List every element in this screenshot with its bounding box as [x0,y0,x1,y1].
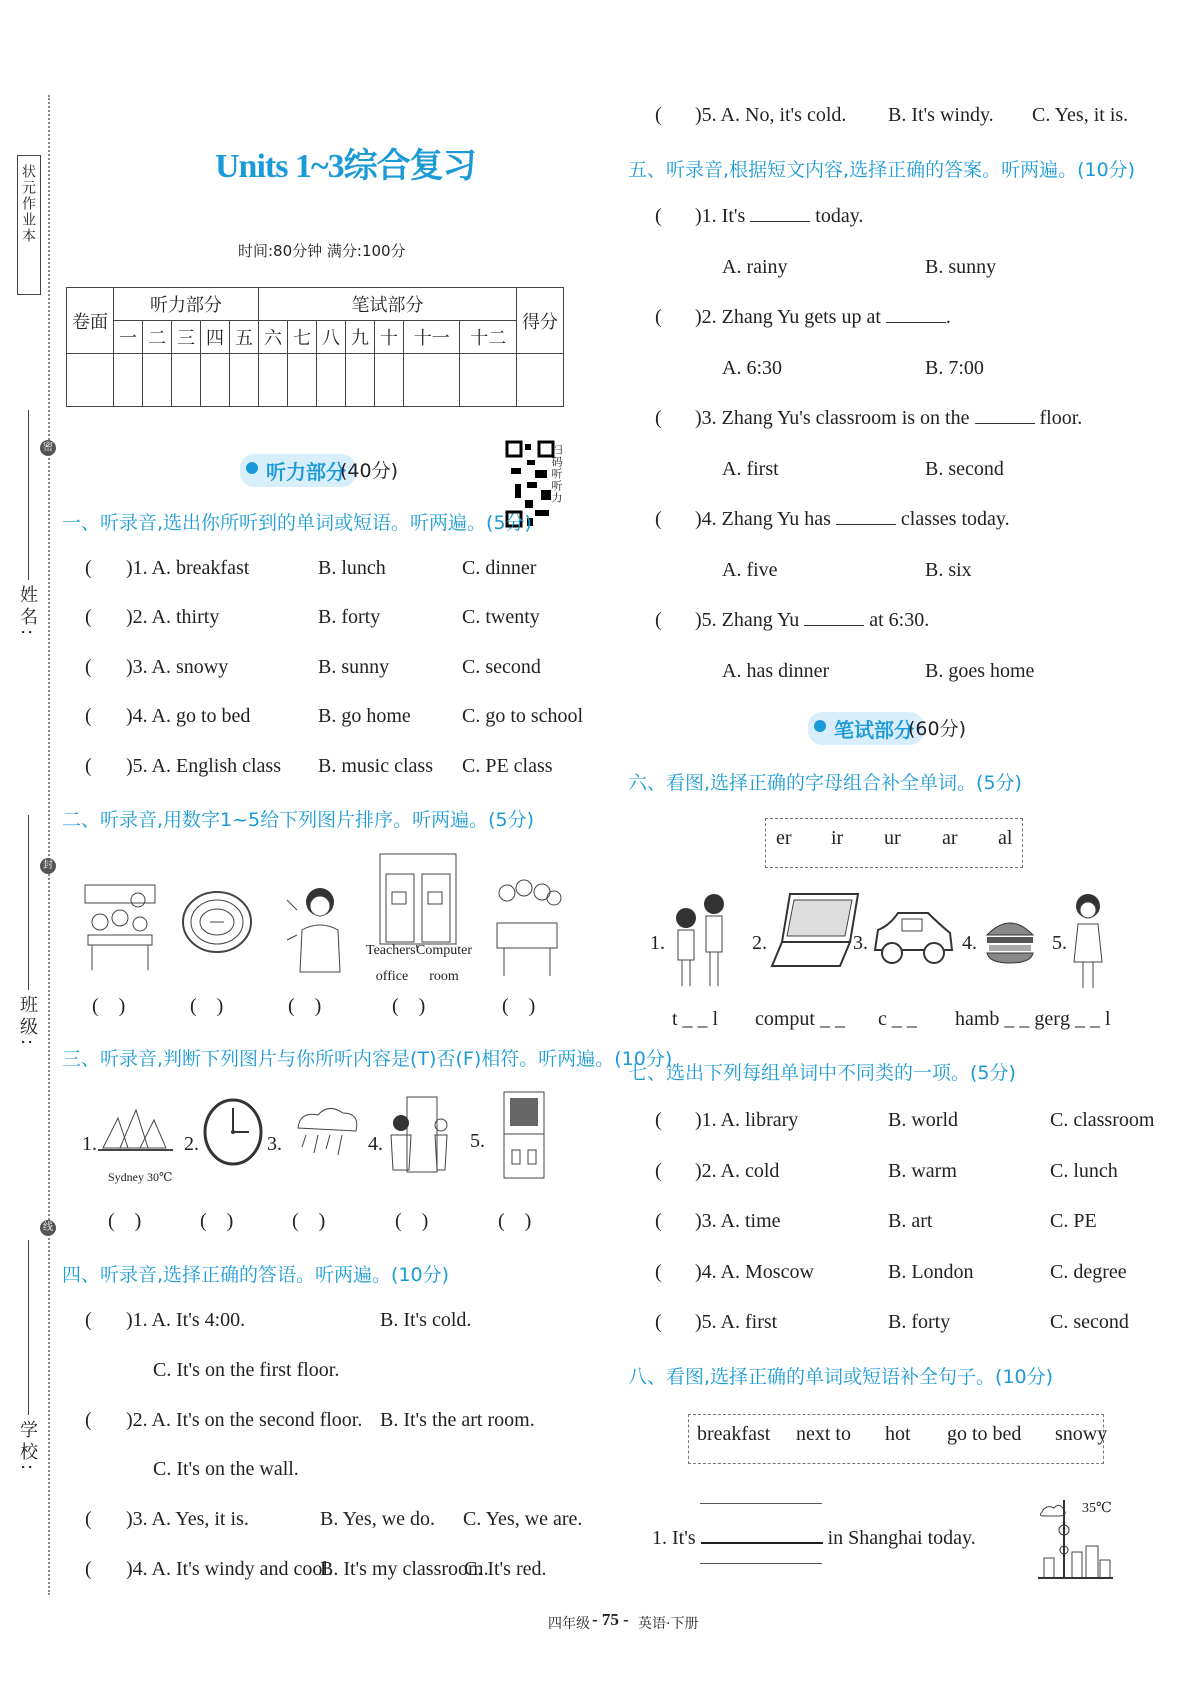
girl-picture [282,880,352,980]
col-num: 十二 [460,321,517,354]
answer-paren[interactable]: ( ) [502,995,536,1017]
item-number: 2. [184,1133,199,1155]
option-b: B. It's the art room. [380,1409,535,1431]
answer-paren[interactable]: ( [85,1508,92,1530]
section-title: 八、看图,选择正确的单词或短语补全句子。(10分) [628,1366,1054,1388]
footer-subject: 英语·下册 [638,1616,699,1632]
section-title: 五、听录音,根据短文内容,选择正确的答案。听两遍。(10分) [628,159,1136,181]
word-option: snowy [1055,1423,1108,1445]
item-number: 3. [853,932,868,954]
option-c: C. Yes, it is. [1032,104,1129,126]
section-title: 七、选出下列每组单词中不同类的一项。(5分) [628,1062,1016,1084]
section-title: 二、听录音,用数字1~5给下列图片排序。听两遍。(5分) [62,809,535,831]
option-a: )4. A. It's windy and cool. [126,1558,333,1580]
leaf-icon [814,720,826,732]
option-a: )5. A. No, it's cold. [695,104,847,126]
answer-paren[interactable]: ( ) [392,995,426,1017]
col-num: 五 [230,321,259,354]
word-box [688,1414,1108,1464]
answer-paren[interactable]: ( [655,1261,662,1283]
score-cell[interactable] [375,354,404,407]
item-number: 2. [752,932,767,954]
item-number: 4. [962,932,977,954]
col-num: 六 [259,321,288,354]
score-cell[interactable] [517,354,564,407]
col-num: 三 [172,321,201,354]
blank[interactable] [975,423,1035,424]
option-b: B. Yes, we do. [320,1508,436,1530]
brand-label: 状元作业本 [20,164,36,244]
answer-paren[interactable]: ( [655,609,662,631]
answer-paren[interactable]: ( ) [92,995,126,1017]
option-c: C. lunch [1050,1160,1118,1182]
answer-paren[interactable]: ( [85,705,92,727]
option-a: A. first [722,458,779,480]
word-option: next to [796,1423,851,1445]
time-info: 时间:80分钟 满分:100分 [238,242,406,260]
option-c: C. dinner [462,557,537,579]
incomplete-word[interactable]: t _ _ l [672,1008,719,1030]
option-a: )1. A. It's 4:00. [126,1309,246,1331]
people-door-picture [385,1095,455,1180]
qr-caption: 扫码听听力 [550,444,563,504]
page-number: - 75 - [592,1610,629,1629]
option-a: A. has dinner [722,660,830,682]
incomplete-word[interactable]: c _ _ [878,1008,917,1030]
answer-paren[interactable]: ( ) [498,1210,532,1232]
two-boys-picture [670,890,730,995]
section-title: 三、听录音,判断下列图片与你所听内容是(T)否(F)相符。听两遍。(10分) [62,1048,673,1070]
option-b: B. go home [318,705,411,727]
item-number: 5. [470,1130,485,1152]
answer-paren[interactable]: ( ) [190,995,224,1017]
option-a: A. 6:30 [722,357,782,379]
col-num: 四 [201,321,230,354]
answer-paren[interactable]: ( [85,606,92,628]
option-c: C. twenty [462,606,540,628]
option-a: A. rainy [722,256,788,278]
incomplete-word[interactable]: hamb _ _ ger [955,1008,1060,1030]
score-cell[interactable] [172,354,201,407]
name-line [28,410,29,580]
question-option-a: )2. A. thirty [126,606,220,628]
temperature-label: 35℃ [1082,1501,1112,1516]
question-text: )2. Zhang Yu gets up at . [695,306,951,328]
dinner-picture [80,880,160,980]
answer-paren[interactable]: ( ) [288,995,322,1017]
rain-cloud-picture [288,1103,363,1168]
option-b: B. It's windy. [888,104,994,126]
option-a: )4. A. Moscow [695,1261,814,1283]
item-number: 1. [82,1133,97,1155]
writing-line [700,1563,822,1564]
option-c: C. PE class [462,755,553,777]
col-writing: 笔试部分 [259,288,517,321]
sydney-label: Sydney 30℃ [108,1170,173,1184]
item-number: 3. [267,1133,282,1155]
question-option-a: )3. A. snowy [126,656,229,678]
score-cell[interactable] [346,354,375,407]
option-b: B. lunch [318,557,386,579]
answer-paren[interactable]: ( [655,407,662,429]
col-listening: 听力部分 [114,288,259,321]
col-paper: 卷面 [67,288,114,354]
option-a: )1. A. library [695,1109,799,1131]
answer-paren[interactable]: ( [655,306,662,328]
option-c: C. It's on the first floor. [153,1359,340,1381]
option-b: B. six [925,559,972,581]
col-num: 七 [288,321,317,354]
option-b: B. second [925,458,1004,480]
score-cell[interactable] [67,354,114,407]
class-label: 班级: [17,995,38,1050]
girl-picture [1068,890,1108,995]
option-b: B. sunny [318,656,390,678]
option-b: B. sunny [925,256,997,278]
car-picture [870,905,955,975]
item-number: 4. [368,1133,383,1155]
answer-paren[interactable]: ( [655,1311,662,1333]
option-a: A. five [722,559,778,581]
school-label: 学校: [17,1420,38,1475]
running-track-picture [180,885,255,965]
writing-line [700,1503,822,1504]
answer-paren[interactable]: ( [655,1109,662,1131]
page-title: Units 1~3综合复习 [215,148,476,185]
option-c: C. PE [1050,1210,1097,1232]
seal-mark: 线 [40,1220,56,1236]
computer-room-label: Computer room [416,943,472,984]
laptop-picture [770,890,860,975]
answer-paren[interactable]: ( [85,1309,92,1331]
teachers-office-label: Teachers' office [366,943,419,984]
listening-part-label: 听力部分 [240,454,356,487]
score-cell[interactable] [201,354,230,407]
col-num: 八 [317,321,346,354]
footer-grade: 四年级 [548,1616,590,1632]
building-picture [502,1090,547,1185]
question-text: )4. Zhang Yu has classes today. [695,508,1010,530]
score-cell[interactable] [460,354,517,407]
score-cell[interactable] [114,354,143,407]
kids-piano-picture [492,878,562,983]
option-b: B. forty [318,606,381,628]
school-line [28,1240,29,1415]
score-cell[interactable] [317,354,346,407]
answer-paren[interactable]: ( [85,755,92,777]
item-number: 5. [1052,932,1067,954]
answer-paren[interactable]: ( [655,1210,662,1232]
seal-mark: 封 [40,858,56,874]
option-c: C. second [462,656,541,678]
incomplete-word[interactable]: comput _ _ [755,1008,845,1030]
section-title: 六、看图,选择正确的字母组合补全单词。(5分) [628,772,1022,794]
score-table [66,287,564,407]
question-option-a: )5. A. English class [126,755,281,777]
option-a: )2. A. It's on the second floor. [126,1409,363,1431]
option-c: C. degree [1050,1261,1127,1283]
letter-option: ur [884,827,901,849]
name-label: 姓名: [17,585,38,640]
score-cell[interactable] [143,354,172,407]
incomplete-word[interactable]: g _ _ l [1060,1008,1111,1030]
question-text: )1. It's today. [695,205,864,227]
option-b: B. 7:00 [925,357,984,379]
answer-paren[interactable]: ( [655,104,662,126]
answer-paren[interactable]: ( ) [200,1210,234,1232]
listening-points: (40分) [340,460,399,482]
option-b: B. It's cold. [380,1309,472,1331]
option-c: C. It's on the wall. [153,1458,299,1480]
col-score: 得分 [517,288,564,354]
answer-paren[interactable]: ( ) [292,1210,326,1232]
letter-option: al [998,827,1013,849]
answer-paren[interactable]: ( [655,508,662,530]
option-a: )3. A. time [695,1210,781,1232]
option-c: C. go to school [462,705,584,727]
binding-line [48,95,50,1595]
col-num: 一 [114,321,143,354]
blank[interactable] [836,524,896,525]
option-b: B. art [888,1210,933,1232]
option-b: B. warm [888,1160,957,1182]
option-c: C. classroom [1050,1109,1155,1131]
option-c: C. It's red. [464,1558,547,1580]
score-cell[interactable] [230,354,259,407]
option-b: B. world [888,1109,958,1131]
col-num: 二 [143,321,172,354]
item-number: 1. [650,932,665,954]
answer-paren[interactable]: ( ) [108,1210,142,1232]
answer-paren[interactable]: ( [655,205,662,227]
question-text: 1. It's in Shanghai today. [652,1527,976,1549]
hamburger-picture [985,915,1035,970]
option-b: B. goes home [925,660,1035,682]
leaf-icon [246,462,258,474]
section-title: 一、听录音,选出你所听到的单词或短语。听两遍。(5分) [62,512,532,534]
doors-picture [378,852,458,952]
seal-mark: 密 [40,440,56,456]
answer-paren[interactable]: ( [85,557,92,579]
brand-box [17,155,41,295]
answer-paren[interactable]: ( [85,656,92,678]
col-num: 十一 [404,321,460,354]
word-option: go to bed [947,1423,1022,1445]
option-c: C. Yes, we are. [463,1508,583,1530]
col-num: 九 [346,321,375,354]
letter-option: ar [942,827,958,849]
letter-box [765,818,1023,868]
col-num: 十 [375,321,404,354]
option-b: B. It's my classroom. [320,1558,489,1580]
word-option: hot [885,1423,911,1445]
letter-option: ir [831,827,844,849]
word-option: breakfast [697,1423,771,1445]
section-title: 四、听录音,选择正确的答语。听两遍。(10分) [62,1264,450,1286]
answer-paren[interactable]: ( [85,1558,92,1580]
blank[interactable] [804,625,864,626]
blank[interactable] [750,221,810,222]
option-b: B. music class [318,755,433,777]
question-option-a: )4. A. go to bed [126,705,251,727]
score-cell[interactable] [288,354,317,407]
sydney-opera-picture [98,1098,173,1163]
answer-paren[interactable]: ( ) [395,1210,429,1232]
question-option-a: )1. A. breakfast [126,557,250,579]
writing-points: (60分) [908,718,967,740]
option-b: B. forty [888,1311,951,1333]
clock-picture [203,1098,263,1171]
option-a: )2. A. cold [695,1160,780,1182]
option-a: )3. A. Yes, it is. [126,1508,249,1530]
answer-paren[interactable]: ( [655,1160,662,1182]
answer-blank[interactable] [701,1542,823,1544]
score-cell[interactable] [404,354,460,407]
option-b: B. London [888,1261,974,1283]
question-text: )5. Zhang Yu at 6:30. [695,609,930,631]
answer-paren[interactable]: ( [85,1409,92,1431]
option-a: )5. A. first [695,1311,778,1333]
blank[interactable] [886,322,946,323]
writing-part-label: 笔试部分 [808,712,924,745]
option-c: C. second [1050,1311,1129,1333]
question-text: )3. Zhang Yu's classroom is on the floor. [695,407,1083,429]
letter-option: er [776,827,792,849]
score-cell[interactable] [259,354,288,407]
class-line [28,815,29,990]
